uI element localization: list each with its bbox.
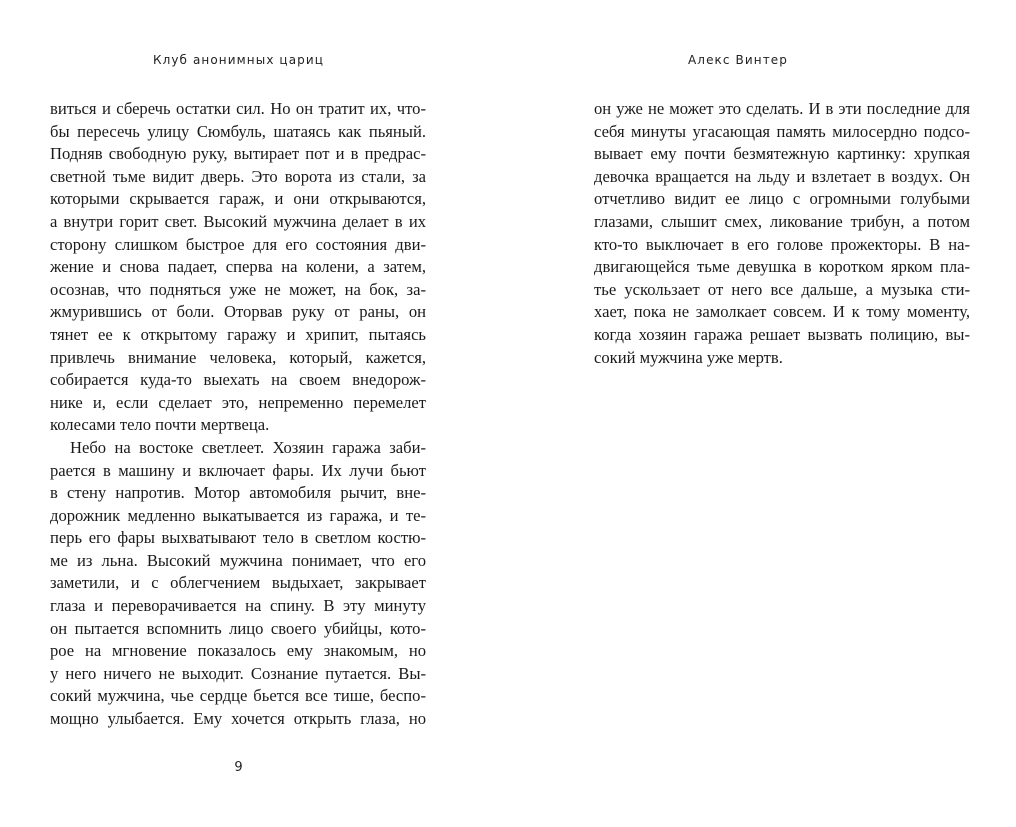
text-line: кто-то выключает в его голове прожекторы. В на- xyxy=(594,234,970,254)
text-line: жение и снова падает, сперва на колени, а затем, xyxy=(50,257,426,277)
text-line: привлечь внимание человека, который, кажется, xyxy=(50,347,426,367)
text-line: мощно улыбается. Ему хочется открыть глаза, но xyxy=(50,709,426,729)
text-line: осознав, что подняться уже не может, на бок, за- xyxy=(50,279,426,299)
text-line: Небо на востоке светлеет. Хозяин гаража заби- xyxy=(70,437,426,457)
text-line: виться и сберечь остатки сил. Но он тратит их, что- xyxy=(50,99,426,118)
text-line: колесами тело почти мертвеца. xyxy=(50,415,270,435)
text-line: которыми скрывается гараж, и они открываются, xyxy=(50,189,426,209)
running-head-book-title: Клуб анонимных цариц xyxy=(152,53,325,67)
text-line: жмурившись от боли. Оторвав руку от раны, он xyxy=(50,302,426,322)
text-line: он пытается вспомнить лицо своего убийцы, кото- xyxy=(50,618,426,638)
text-line: сокий мужчина, чье сердце бьется все тише, беспо- xyxy=(50,686,426,706)
text-line: у него ничего не выходит. Сознание путается. Вы- xyxy=(50,663,426,683)
text-line: ме из льна. Высокий мужчина понимает, что его xyxy=(50,550,426,570)
text-line: тянет ее к открытому гаражу и хрипит, пытаясь xyxy=(50,324,426,344)
text-line: Подняв свободную руку, вытирает пот и в предрас- xyxy=(50,144,426,164)
text-line: а внутри горит свет. Высокий мужчина делает в их xyxy=(50,211,426,231)
text-line: заметили, и с облегчением выдыхает, закрывает xyxy=(50,573,426,593)
text-line: девочка вращается на льду и взлетает в воздух. Он xyxy=(594,166,970,186)
text-line: сторону слишком быстрое для его состояния дви- xyxy=(50,234,426,254)
text-line: рое на мгновение показалось ему знакомым, но xyxy=(50,641,426,661)
text-line: тье ускользает от него все дальше, а музыка сти- xyxy=(594,279,970,299)
text-line: отчетливо видит ее лицо с огромными голубыми xyxy=(594,189,970,209)
text-line: перь его фары выхватывают тело в светлом костю- xyxy=(50,528,426,548)
text-line: собирается куда-то выехать на своем внедорож- xyxy=(50,370,426,390)
text-line: бы пересечь улицу Сюмбуль, шатаясь как пьяный. xyxy=(50,121,426,141)
text-line: когда хозяин гаража решает вызвать полицию, вы- xyxy=(594,324,970,344)
text-line: двигающейся тьме девушка в коротком ярком пла- xyxy=(594,257,970,277)
text-line: дорожник медленно выкатывается из гаража, и те- xyxy=(50,505,426,525)
page-number: 9 xyxy=(234,760,243,775)
right-page xyxy=(508,0,1016,827)
text-line: рается в машину и включает фары. Их лучи бьют xyxy=(50,460,426,480)
text-line: он уже не может это сделать. И в эти последние для xyxy=(594,99,970,118)
text-line: в стену напротив. Мотор автомобиля рычит, вне- xyxy=(50,483,426,503)
text-line: вывает ему почти безмятежную картинку: хрупкая xyxy=(594,144,970,164)
text-line: хает, пока не замолкает совсем. И к тому моменту, xyxy=(594,302,970,322)
text-line: себя минуты угасающая память милосердно подсо- xyxy=(594,121,970,141)
text-line: сокий мужчина уже мертв. xyxy=(594,347,783,367)
text-line: нике и, если сделает это, непременно перемелет xyxy=(50,392,426,412)
text-line: светной тьме видит дверь. Это ворота из стали, за xyxy=(50,166,426,186)
text-line: глаза и переворачивается на спину. В эту минуту xyxy=(50,596,426,616)
text-line: глазами, слышит смех, ликование трибун, а потом xyxy=(594,211,970,231)
running-head-author: Алекс Винтер xyxy=(688,53,788,67)
left-page-body xyxy=(50,98,426,731)
right-page-body xyxy=(594,98,970,369)
